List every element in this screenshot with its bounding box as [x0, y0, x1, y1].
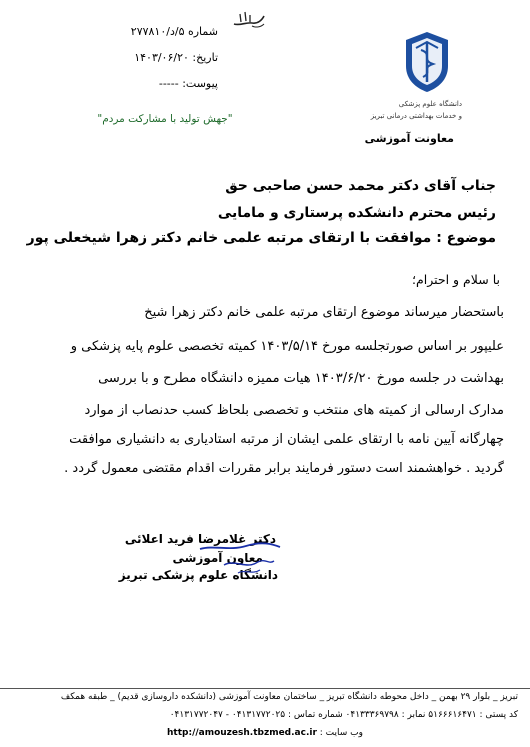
department-name: معاونت آموزشی — [364, 132, 454, 145]
letter-date-label: تاریخ: — [192, 51, 218, 64]
slogan: "جهش تولید با مشارکت مردم" — [97, 113, 233, 125]
body-line: بهداشت در جلسه مورخ ۱۴۰۳/۶/۲۰ هیات ممیزه دانشگاه مطرح و با بررسی — [98, 371, 504, 386]
body-line: علیپور بر اساس صورتجلسه مورخ ۱۴۰۳/۵/۱۴ کمیته تخصصی علوم پایه پزشکی و — [70, 339, 504, 354]
letter-attachment-label: پیوست: — [182, 77, 218, 90]
signer-organization: دانشگاه علوم پزشکی تبریز — [118, 568, 278, 582]
footer-contact: کد پستی : ۵۱۶۶۶۱۶۴۷۱ نمابر : ۰۴۱۳۳۳۶۹۷۹۸ شماره تماس : ۰۴۱۳۱۷۷۲۰۲۵ - ۰۴۱۳۱۷۷۲۰۴۷ — [169, 710, 518, 720]
recipient-name: جناب آقای دکتر محمد حسن صاحبی حق — [225, 178, 496, 194]
university-logo-icon — [402, 30, 452, 94]
greeting: با سلام و احترام؛ — [412, 272, 500, 287]
letter-date-value: ۱۴۰۳/۰۶/۲۰ — [134, 51, 189, 64]
body-line: چهارگانه آیین نامه با ارتقای علمی ایشان از مرتبه استادیاری به دانشیاری موافقت — [69, 432, 504, 447]
recipient-title: رئیس محترم دانشکده پرستاری و مامایی — [217, 205, 496, 221]
signer-name: دکتر غلامرضا فرید اعلائی — [124, 532, 276, 546]
university-name-line1: دانشگاه علوم پزشکی — [398, 100, 462, 108]
body-line: مدارک ارسالی از کمیته های منتخب و تخصصی بلحاظ کسب حدنصاب از موارد — [84, 403, 504, 418]
website-link[interactable]: http://amouzesh.tbzmed.ac.ir — [167, 728, 317, 738]
body-line: باستحضار میرساند موضوع ارتقای مرتبه علمی خانم دکتر زهرا شیخ — [144, 305, 504, 320]
footer-website — [0, 728, 530, 738]
handwritten-signature-icon — [194, 535, 284, 585]
letter-number-value: ۵/د/۲۷۷۸۱۰ — [130, 25, 185, 38]
body-line: گردید . خواهشمند است دستور فرمایند برابر مقررات اقدام مقتضی معمول گردد . — [64, 461, 504, 476]
letter-date — [66, 51, 218, 64]
letter-attachment-value: ----- — [158, 77, 179, 90]
letter-attachment — [66, 77, 218, 90]
footer-divider — [0, 688, 530, 689]
bismillah-calligraphy-icon — [232, 8, 266, 30]
letter-number — [66, 25, 218, 38]
footer-address: تبریز _ بلوار ۲۹ بهمن _ داخل محوطه دانشگاه تبریز _ ساختمان معاونت آموزشی (دانشکده داروسازی قدیم) _ طبقه همکف — [60, 692, 518, 702]
footer-website-label: وب سایت : — [319, 728, 363, 738]
university-name-line2: و خدمات بهداشتی درمانی تبریز — [370, 112, 462, 120]
letter-subject: موضوع : موافقت با ارتقای مرتبه علمی خانم دکتر زهرا شیخعلی پور — [26, 230, 496, 246]
letter-number-label: شماره — [187, 25, 218, 38]
signer-position: معاون آموزشی — [172, 551, 263, 565]
